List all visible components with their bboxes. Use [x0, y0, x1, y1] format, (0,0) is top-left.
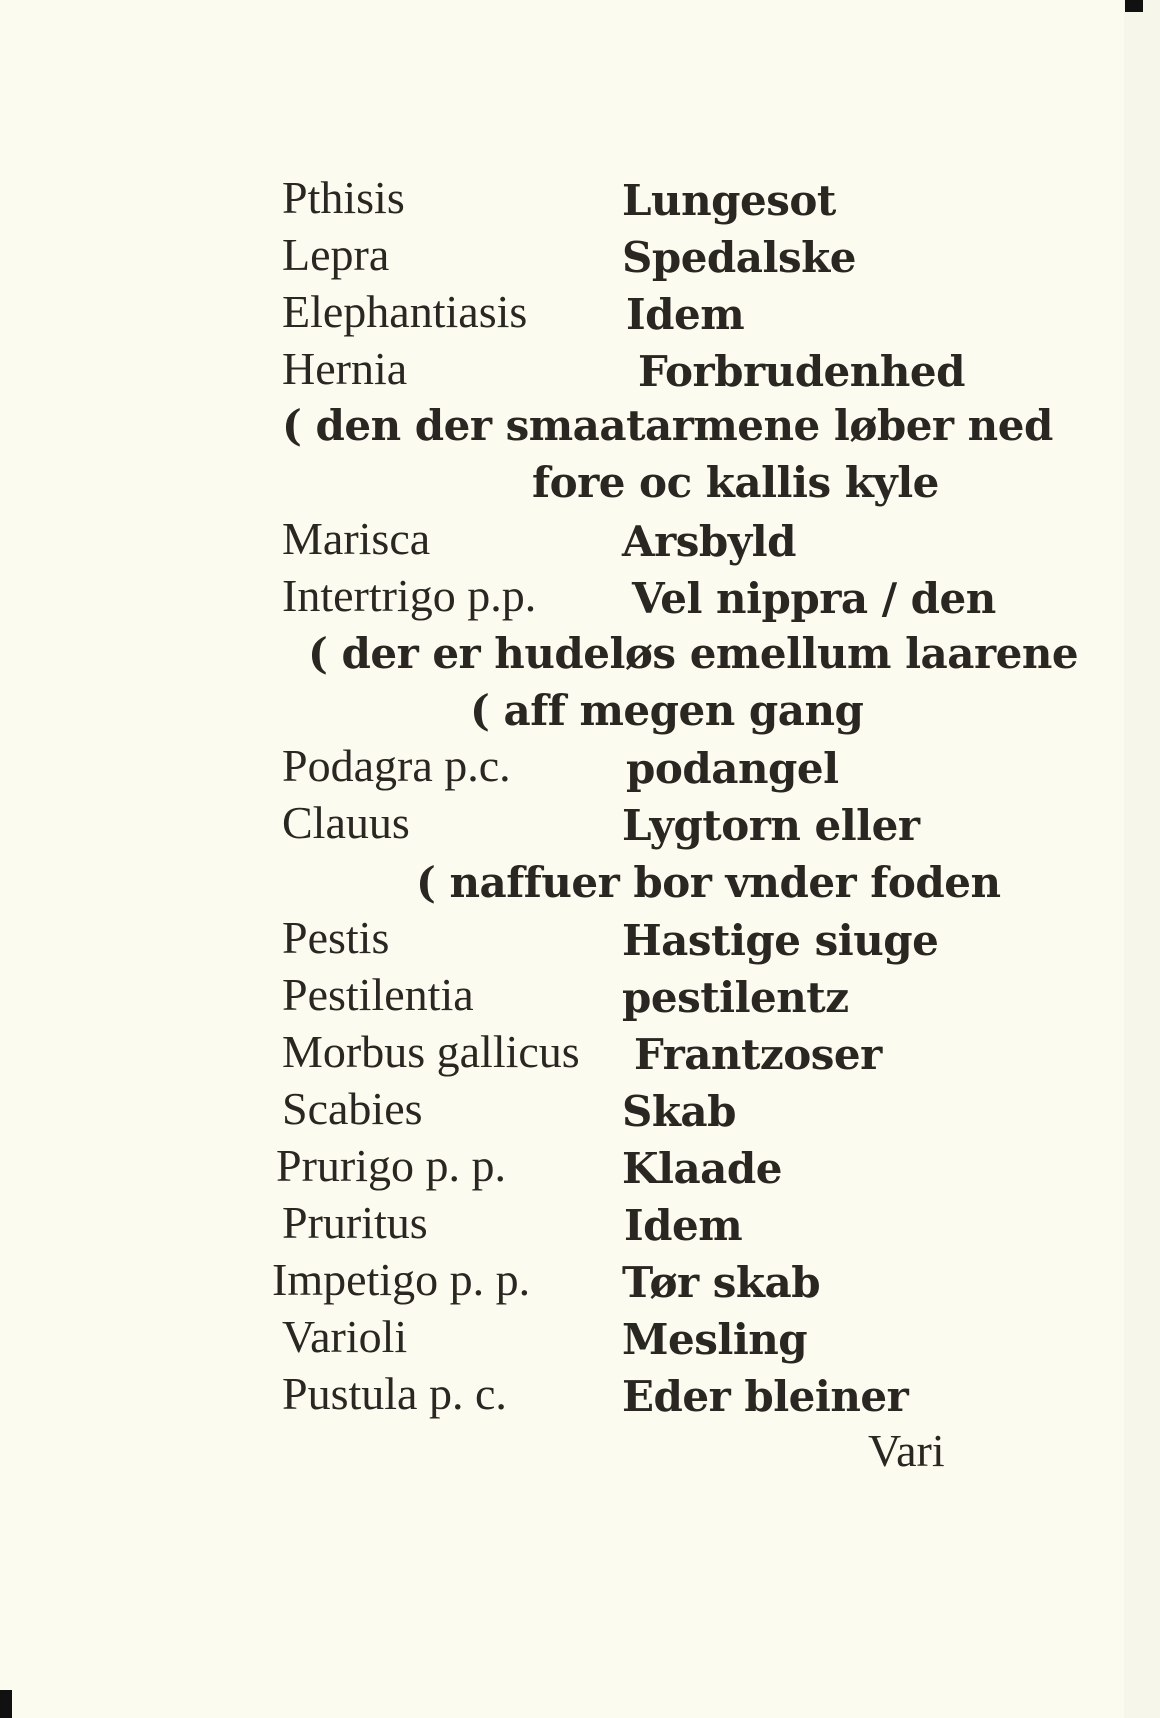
catchword: Vari [868, 1425, 945, 1476]
danish-term: Forbrudenhed [638, 347, 965, 396]
page-edge [1124, 0, 1160, 1718]
danish-term: Vel nippra / den [632, 574, 996, 623]
danish-term: Idem [624, 1201, 743, 1250]
danish-term: Lungesot [622, 176, 836, 225]
danish-term: pestilentz [622, 973, 849, 1022]
danish-term: Frantzoser [634, 1030, 882, 1079]
scan-mark-top [1125, 0, 1143, 12]
latin-term: Pustula p. c. [282, 1368, 507, 1419]
danish-term: Lygtorn eller [622, 801, 920, 850]
latin-term: Pthisis [282, 172, 405, 223]
danish-term: Arsbyld [622, 517, 796, 566]
danish-continuation: ( der er hudeløs emellum laarene [308, 629, 1079, 678]
latin-term: Pestis [282, 912, 390, 963]
latin-term: Lepra [282, 229, 390, 280]
danish-term: Klaade [622, 1144, 782, 1193]
latin-term: Marisca [282, 513, 431, 564]
danish-continuation: fore oc kallis kyle [532, 458, 939, 507]
latin-term: Podagra p.c. [282, 740, 511, 791]
latin-term: Hernia [282, 343, 408, 394]
danish-term: Idem [626, 290, 745, 339]
latin-term: Varioli [282, 1311, 408, 1362]
latin-term: Elephantiasis [282, 286, 528, 337]
danish-continuation: ( aff megen gang [470, 686, 864, 735]
latin-term: Clauus [282, 797, 410, 848]
danish-term: Hastige siuge [622, 916, 939, 965]
danish-continuation: ( den der smaatarmene løber ned [282, 401, 1053, 450]
latin-term: Pruritus [282, 1197, 428, 1248]
latin-term: Pestilentia [282, 969, 474, 1020]
latin-term: Intertrigo p.p. [282, 570, 537, 621]
danish-term: Spedalske [622, 233, 856, 282]
danish-term: Mesling [622, 1315, 808, 1364]
latin-term: Scabies [282, 1083, 423, 1134]
danish-term: podangel [626, 744, 839, 793]
latin-term: Impetigo p. p. [272, 1254, 531, 1305]
scan-mark-bottom [0, 1690, 12, 1718]
latin-term: Prurigo p. p. [276, 1140, 506, 1191]
danish-term: Tør skab [622, 1258, 821, 1307]
danish-term: Eder bleiner [622, 1372, 909, 1421]
danish-continuation: ( naffuer bor vnder foden [416, 858, 1001, 907]
danish-term: Skab [622, 1087, 737, 1136]
latin-term: Morbus gallicus [282, 1026, 580, 1077]
